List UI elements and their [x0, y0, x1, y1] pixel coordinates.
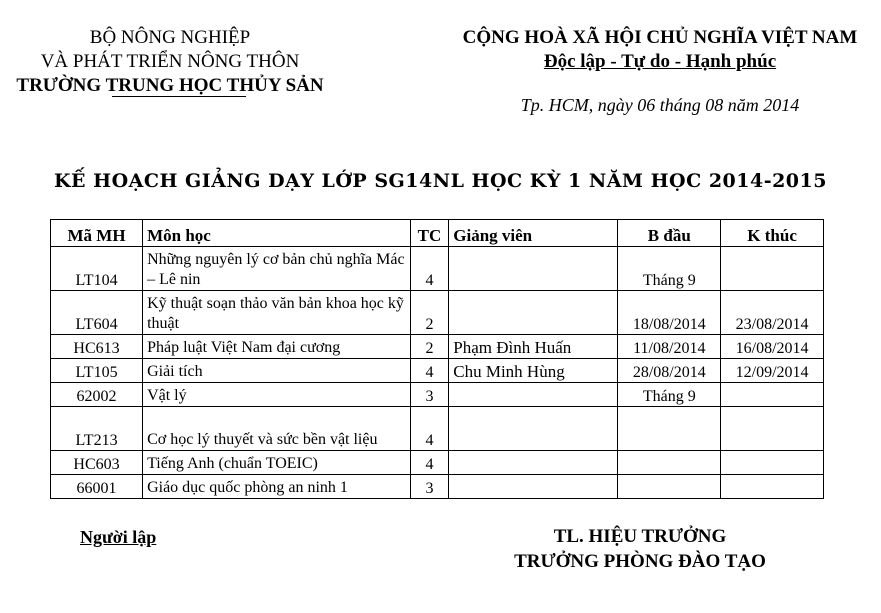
course-code: 62002 [51, 383, 143, 407]
start-date [618, 475, 721, 499]
course-code: HC613 [51, 335, 143, 359]
lecturer [449, 407, 618, 451]
approver-block [490, 524, 790, 574]
header-end: K thúc [721, 220, 824, 247]
lecturer: Chu Minh Hùng [449, 359, 618, 383]
end-date: 23/08/2014 [721, 291, 824, 335]
subject: Giải tích [143, 359, 411, 383]
document-title: KẾ HOẠCH GIẢNG DẠY LỚP SG14NL HỌC KỲ 1 NĂM HỌC 2014-2015 [54, 170, 827, 192]
course-code: LT105 [51, 359, 143, 383]
approver-title: TL. HIỆU TRƯỞNG [553, 526, 727, 547]
ministry-line-1: BỘ NÔNG NGHIỆP [89, 27, 251, 48]
lecturer [449, 291, 618, 335]
table-row [51, 451, 824, 475]
subject: Giáo dục quốc phòng an ninh 1 [143, 475, 411, 499]
start-date: Tháng 9 [618, 383, 721, 407]
start-date: 18/08/2014 [618, 291, 721, 335]
header-start: B đầu [618, 220, 721, 247]
table-row [51, 359, 824, 383]
table-row [51, 407, 824, 451]
course-code: HC603 [51, 451, 143, 475]
end-date: 16/08/2014 [721, 335, 824, 359]
end-date [721, 247, 824, 291]
start-date: Tháng 9 [618, 247, 721, 291]
lecturer [449, 247, 618, 291]
start-date [618, 407, 721, 451]
ministry-header [0, 26, 340, 98]
end-date [721, 407, 824, 451]
credits: 4 [410, 359, 449, 383]
end-date [721, 451, 824, 475]
table-row [51, 247, 824, 291]
course-code: LT604 [51, 291, 143, 335]
document-date: Tp. HCM, ngày 06 tháng 08 năm 2014 [520, 95, 800, 115]
table-header-row [51, 220, 824, 247]
end-date [721, 383, 824, 407]
header-credits: TC [410, 220, 449, 247]
subject: Tiếng Anh (chuẩn TOEIC) [143, 451, 411, 475]
lecturer: Phạm Đình Huấn [449, 335, 618, 359]
national-header [440, 26, 880, 74]
start-date: 11/08/2014 [618, 335, 721, 359]
course-code: 66001 [51, 475, 143, 499]
end-date: 12/09/2014 [721, 359, 824, 383]
credits: 2 [410, 291, 449, 335]
lecturer [449, 475, 618, 499]
prepared-by-label: Người lập [80, 527, 157, 547]
national-title: CỘNG HOÀ XÃ HỘI CHỦ NGHĨA VIỆT NAM [462, 27, 858, 48]
credits: 3 [410, 383, 449, 407]
lecturer [449, 451, 618, 475]
approver-department: TRƯỞNG PHÒNG ĐÀO TẠO [514, 551, 766, 572]
table-row [51, 475, 824, 499]
course-code: LT104 [51, 247, 143, 291]
credits: 4 [410, 407, 449, 451]
course-code: LT213 [51, 407, 143, 451]
school-name: TRƯỜNG TRUNG HỌC THỦY SẢN [16, 75, 324, 96]
lecturer [449, 383, 618, 407]
end-date [721, 475, 824, 499]
subject: Vật lý [143, 383, 411, 407]
subject: Những nguyên lý cơ bản chủ nghĩa Mác – Lê nin [143, 247, 411, 291]
header-subject: Môn học [143, 220, 411, 247]
table-row [51, 291, 824, 335]
header-left-rule [112, 96, 246, 97]
ministry-line-2: VÀ PHÁT TRIỂN NÔNG THÔN [40, 51, 300, 72]
header-lecturer: Giảng viên [449, 220, 618, 247]
table-row [51, 383, 824, 407]
subject: Kỹ thuật soạn thảo văn bản khoa học kỹ thuật [143, 291, 411, 335]
credits: 2 [410, 335, 449, 359]
credits: 3 [410, 475, 449, 499]
national-motto: Độc lập - Tự do - Hạnh phúc [543, 51, 777, 72]
credits: 4 [410, 451, 449, 475]
teaching-plan-table [50, 219, 824, 499]
header-course-code: Mã MH [51, 220, 143, 247]
subject: Pháp luật Việt Nam đại cương [143, 335, 411, 359]
credits: 4 [410, 247, 449, 291]
table-row [51, 335, 824, 359]
start-date [618, 451, 721, 475]
subject: Cơ học lý thuyết và sức bền vật liệu [143, 407, 411, 451]
start-date: 28/08/2014 [618, 359, 721, 383]
